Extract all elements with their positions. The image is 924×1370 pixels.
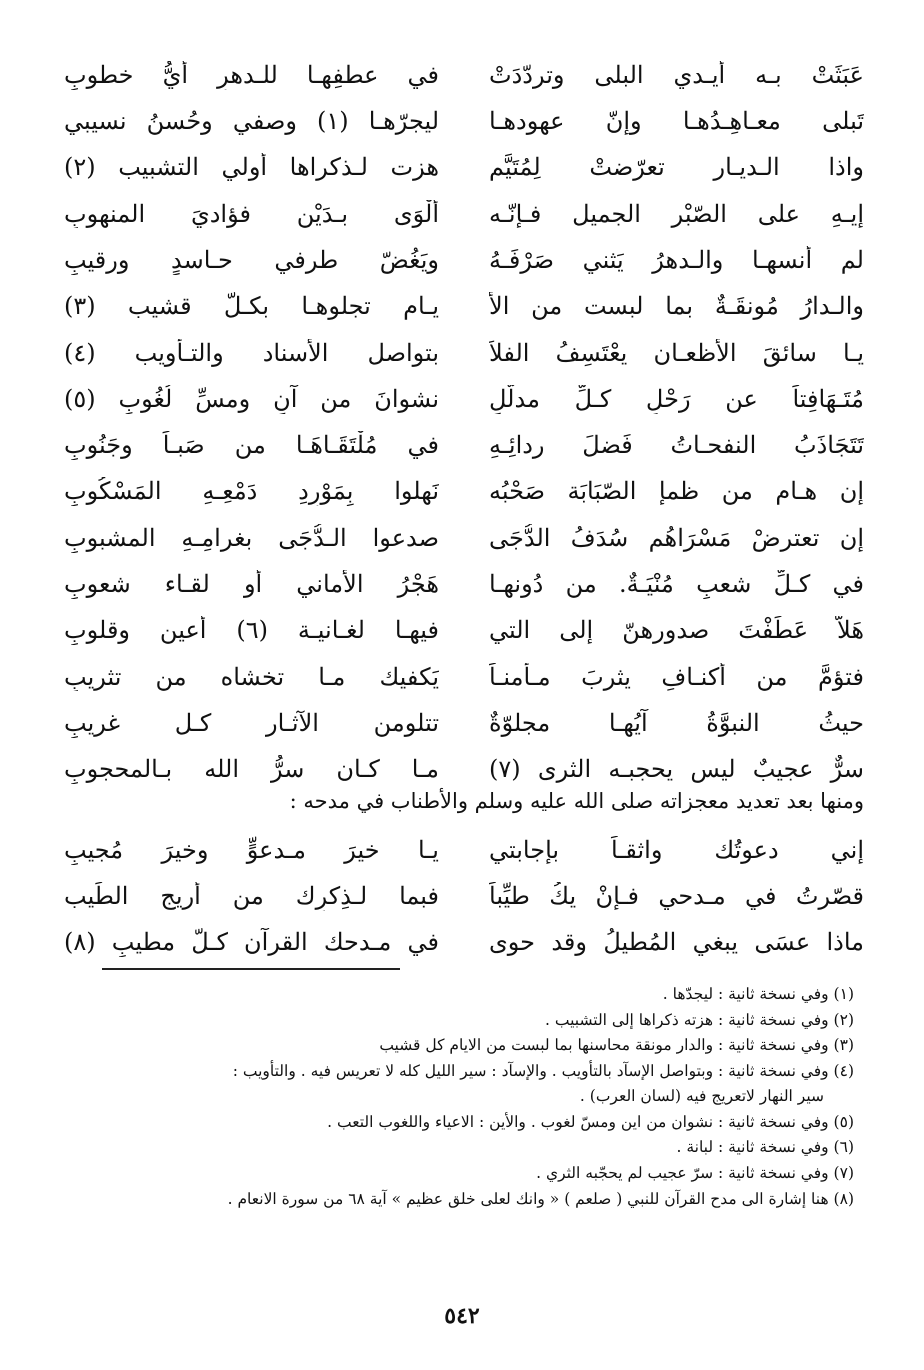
poem-verses-second: [64, 827, 864, 966]
verse-row: [64, 515, 864, 561]
verse-second-hemistich: بتواصلِ الأسناد والتـأويب (٤): [64, 338, 439, 367]
footnote: (١) وفي نسخة ثانية : ليجدّها .: [662, 985, 854, 1003]
verse-first-hemistich: في كـلِّ شعبٍ مُنْيَـةٌ. من دُونهـا: [489, 570, 864, 599]
verse-second-hemistich: يَكفيك مـا تخشاه من تثريبِ: [64, 662, 439, 691]
verse-row: [64, 283, 864, 329]
verse-second-hemistich: في مـدحك القرآن كـلَّ مطيبِ (٨): [64, 928, 439, 957]
verse-second-hemistich: يـام تجلوهـا بكـلّ قشيب (٣): [64, 292, 439, 321]
verse-row: [64, 920, 864, 966]
verse-first-hemistich: حيثُ النبوَّةُ آيُهـا مجلوّةٌ: [489, 708, 864, 737]
footnote: (٦) وفي نسخة ثانية : لبانة .: [676, 1138, 854, 1157]
footnote-separator: [102, 968, 400, 970]
verse-first-hemistich: لم أنسهـا والـدهرُ يَثني صَرْفَـهُ: [489, 245, 864, 274]
footnote: (٨) هنا إشارة الى مدح القرآن للنبي ( صلعم ) « وانك لعلى خلق عظيم » آية ٦٨ من سورة الانعام .: [227, 1189, 854, 1208]
verse-row: [64, 827, 864, 873]
verse-first-hemistich: واذا الـديـار تعرّضتْ لِمُتَيَّمٍ: [489, 153, 864, 182]
verse-first-hemistich: ماذا عسَى يبغي المُطيلُ وقد حوى: [489, 928, 864, 957]
verse-first-hemistich: يـا سائقَ الأظعـان يعْتَسِفُ الفلاَ: [489, 338, 864, 367]
verse-first-hemistich: والـدارُ مُونقَـةٌ بما لبست من الأ: [489, 292, 864, 321]
verse-second-hemistich: هزت لـذكراها أولي التشبيب (٢): [64, 153, 439, 182]
verse-row: [64, 873, 864, 919]
verse-first-hemistich: إيـهِ على الصّبْرِ الجميلِ فـإنّـه: [489, 199, 864, 228]
verse-row: [64, 98, 864, 144]
verse-second-hemistich: في عطفِهـا للـدهرِ أيُّ خطوبِ: [64, 60, 439, 89]
verse-second-hemistich: يـا خيرَ مـدعوٍّ وخيرَ مُجيبِ: [64, 835, 439, 864]
verse-row: [64, 469, 864, 515]
footnote: (٢) وفي نسخة ثانية : هزته ذكراها إلى التشبيب .: [545, 1010, 854, 1029]
verse-first-hemistich: فتؤمَّ من أكنـافِ يثربَ مـأمنـاً: [489, 662, 864, 691]
verse-second-hemistich: هَجْرُ الأماني أو لقـاء شعوبِ: [64, 570, 439, 599]
verse-first-hemistich: عَبَثَتْ بـه أيـدي البلى وتردّدَتْ: [489, 60, 864, 89]
verse-row: [64, 561, 864, 607]
poem-verses: [64, 52, 864, 793]
footnote: (٤) وفي نسخة ثانية : وبتواصل الإسآد بالتأويب . والإسآد : سير الليل كله لا تعريس فيه . والتأويب :: [232, 1061, 854, 1080]
verse-row: [64, 700, 864, 746]
verse-second-hemistich: صدعوا الـدُّجَى بغرامِـهِ المشبوبِ: [64, 523, 439, 552]
verse-first-hemistich: إني دعوتُك واثقـاً بإجابتي: [489, 835, 864, 864]
verse-second-hemistich: فبما لـذِكرِك من أريجِ الطِّيب: [64, 882, 439, 911]
verse-second-hemistich: نَهلوا بِمَوْرِدِ دَمْعِـهِ المَسْكُوبِ: [64, 477, 439, 506]
prose-line: ومنها بعد تعديد معجزاته صلى الله عليه وسلم والأطناب في مدحه :: [289, 789, 864, 813]
verse-second-hemistich: ليجرّهـا (١) وصفي وحُسنُ نسيبي: [64, 107, 439, 136]
verse-second-hemistich: نشوانَ من آنٍ ومسِّ لُغُوبِ (٥): [64, 384, 439, 413]
verse-second-hemistich: تتلومن الآثـار كـل غريبِ: [64, 708, 439, 737]
verse-first-hemistich: سرٌّ عجيبٌ ليس يحجبـه الثرى (٧): [489, 755, 864, 784]
verse-first-hemistich: هَلاّ عَطَفْتَ صدورهنّ إلى التي: [489, 616, 864, 645]
verse-row: [64, 237, 864, 283]
page-number: ٥٤٢: [444, 1303, 480, 1329]
verse-row: [64, 654, 864, 700]
verse-second-hemistich: فيهـا لغـانيـة (٦) أعينٍ وقلوبِ: [64, 616, 439, 645]
verse-first-hemistich: تَتَجَاذَبُ النفحـاتُ فَضلَ ردائِـهِ: [489, 431, 864, 460]
verse-second-hemistich: ويَغُضّ طرفي حـاسدٍ ورقيبِ: [64, 245, 439, 274]
verse-first-hemistich: مُتَـهَافِتاً عن رَحْلِ كـلِّ مدلّلٍ: [489, 384, 864, 413]
footnote: (٧) وفي نسخة ثانية : سرّ عجيب لم يحجّبه الثري .: [536, 1163, 854, 1182]
verse-second-hemistich: مـا كـان سرُّ الله بـالمحجوبِ: [64, 755, 439, 784]
footnote-continuation: سير النهار لاتعريج فيه (لسان العرب) .: [579, 1087, 824, 1106]
verse-row: [64, 145, 864, 191]
verse-second-hemistich: ألْوَى بـدَيْن فؤاديَ المنهوبِ: [64, 199, 439, 228]
verse-row: [64, 52, 864, 98]
footnote: (٣) وفي نسخة ثانية : والدار مونقة محاسنها بما لبست من الايام كل قشيب: [379, 1036, 854, 1055]
footnote: (٥) وفي نسخة ثانية : نشوان من اين ومسّ لغوب . والأين : الاعياء واللغوب التعب .: [327, 1112, 854, 1131]
footnotes: [64, 982, 854, 1212]
verse-row: [64, 422, 864, 468]
verse-row: [64, 330, 864, 376]
verse-first-hemistich: إن تعترضْ مَسْرَاهُم سُدَفُ الدُّجَى: [489, 523, 864, 552]
verse-first-hemistich: قصّرتُ في مـدحي فـإنْ يكُ طيِّباً: [489, 882, 864, 911]
verse-row: [64, 191, 864, 237]
verse-first-hemistich: تَبلى معـاهِـدُهـا وإنّ عهودهـا: [489, 107, 864, 136]
verse-row: [64, 608, 864, 654]
verse-first-hemistich: إن هـام من ظمإِ الصّبَابَة صَحْبُه: [489, 477, 864, 506]
verse-row: [64, 376, 864, 422]
verse-second-hemistich: في مُلْتَقَـاهَـا من صَبـاً وجَنُوبِ: [64, 431, 439, 460]
